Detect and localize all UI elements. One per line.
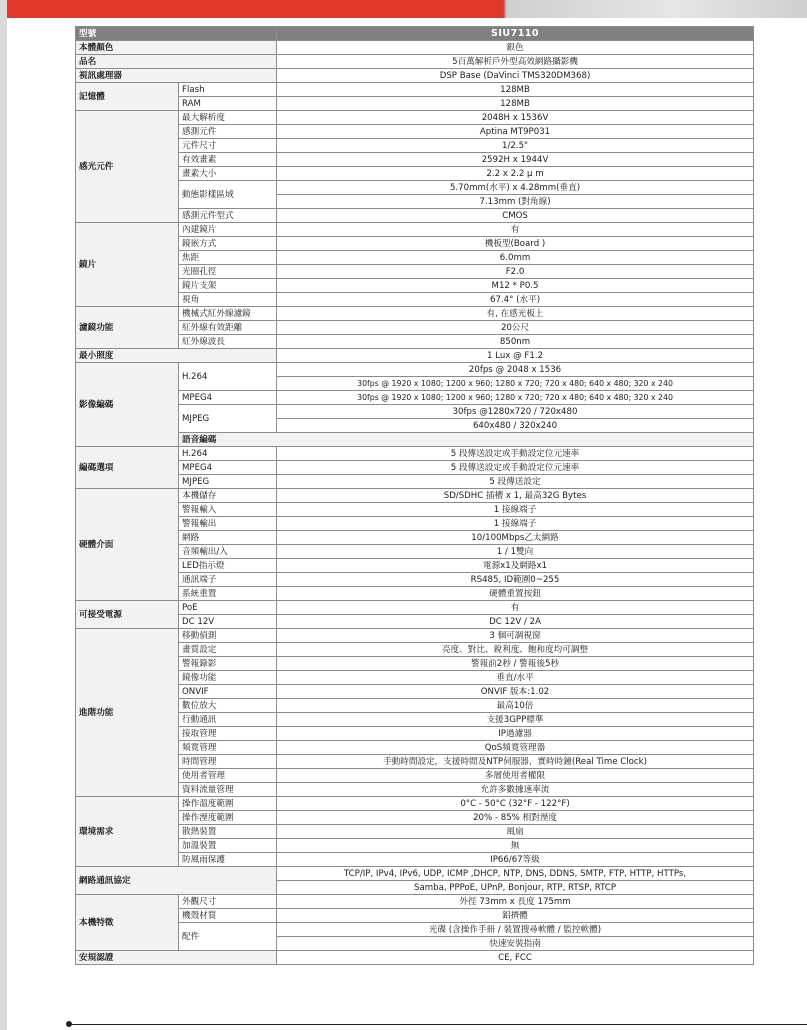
row-value: 640x480 / 320x240 <box>277 419 754 433</box>
row-label: 機殼材質 <box>179 909 277 923</box>
row-value: 20fps @ 2048 x 1536 <box>277 363 754 377</box>
table-row <box>76 601 754 615</box>
row-label: MPEG4 <box>179 391 277 405</box>
row-label: 時間管理 <box>179 755 277 769</box>
row-label: MJPEG <box>179 405 277 433</box>
row-label: 通訊端子 <box>179 573 277 587</box>
row-value: RS485, ID範圍0~255 <box>277 573 754 587</box>
row-value: IP66/67等級 <box>277 853 754 867</box>
row-label: 畫素大小 <box>179 167 277 181</box>
row-value: 允許多數據速率流 <box>277 783 754 797</box>
row-value: 銀色 <box>277 41 754 55</box>
row-value: 警報前2秒 / 警報後5秒 <box>277 657 754 671</box>
row-label: 鏡片支架 <box>179 279 277 293</box>
table-row <box>76 55 754 69</box>
table-row <box>76 951 754 965</box>
row-label: 頻寬管理 <box>179 741 277 755</box>
header-banner <box>7 0 807 18</box>
spec-sheet-page <box>7 0 807 1030</box>
row-value: 30fps @ 1920 x 1080; 1200 x 960; 1280 x 720; 720 x 480; 640 x 480; 320 x 240 <box>277 391 754 405</box>
model-number: SIU7110 <box>277 27 754 41</box>
row-value: 2592H x 1944V <box>277 153 754 167</box>
row-label: DC 12V <box>179 615 277 629</box>
row-value: 有, 在感光板上 <box>277 307 754 321</box>
row-value: 2.2 x 2.2 μ m <box>277 167 754 181</box>
row-value: 電源x1及網路x1 <box>277 559 754 573</box>
row-label: 光圈孔徑 <box>179 265 277 279</box>
table-row <box>76 895 754 909</box>
row-label: 視角 <box>179 293 277 307</box>
row-value: 多層使用者權限 <box>277 769 754 783</box>
row-value: 6.0mm <box>277 251 754 265</box>
row-label: 感測元件型式 <box>179 209 277 223</box>
row-value: 850nm <box>277 335 754 349</box>
row-value: 128MB <box>277 83 754 97</box>
row-value: 0°C - 50°C (32°F - 122°F) <box>277 797 754 811</box>
row-label: 操作溫度範圍 <box>179 797 277 811</box>
row-value: 30fps @1280x720 / 720x480 <box>277 405 754 419</box>
row-label: 感測元件 <box>179 125 277 139</box>
row-value: 亮度、對比、銳利度、飽和度均可調整 <box>277 643 754 657</box>
row-label: 移動偵測 <box>179 629 277 643</box>
row-label: 系統重置 <box>179 587 277 601</box>
table-row <box>76 363 754 377</box>
header-banner-graphic <box>477 0 807 18</box>
table-header-row <box>76 27 754 41</box>
row-value: 30fps @ 1920 x 1080; 1200 x 960; 1280 x 720; 720 x 480; 640 x 480; 320 x 240 <box>277 377 754 391</box>
row-value: 1 / 1雙向 <box>277 545 754 559</box>
row-label: 散熱裝置 <box>179 825 277 839</box>
row-label: 加溫裝置 <box>179 839 277 853</box>
table-row <box>76 489 754 503</box>
row-value: 有 <box>277 223 754 237</box>
table-row <box>76 447 754 461</box>
row-label: 警報錄影 <box>179 657 277 671</box>
row-value: 5 段傳送設定或手動設定位元速率 <box>277 447 754 461</box>
row-label: 警報輸入 <box>179 503 277 517</box>
row-label: 品名 <box>76 55 277 69</box>
row-label: 行動通訊 <box>179 713 277 727</box>
footer-rule <box>69 1024 807 1025</box>
row-label: MPEG4 <box>179 461 277 475</box>
category-label: 記憶體 <box>76 83 179 111</box>
row-label: 配件 <box>179 923 277 951</box>
row-label: H.264 <box>179 447 277 461</box>
row-label: 網路通訊協定 <box>76 867 277 895</box>
row-label: 操作溼度範圍 <box>179 811 277 825</box>
row-value: 支援3GPP標準 <box>277 713 754 727</box>
row-value: QoS頻寬管理器 <box>277 741 754 755</box>
row-value: Aptina MT9P031 <box>277 125 754 139</box>
row-value: 20% - 85% 相對溼度 <box>277 811 754 825</box>
row-value: 67.4° (水平) <box>277 293 754 307</box>
row-value: 5 段傳送設定 <box>277 475 754 489</box>
row-label: 外觀尺寸 <box>179 895 277 909</box>
row-value: F2.0 <box>277 265 754 279</box>
row-label: 動態影樣區域 <box>179 181 277 209</box>
row-label: 元件尺寸 <box>179 139 277 153</box>
category-label: 可接受電源 <box>76 601 179 629</box>
row-value: DC 12V / 2A <box>277 615 754 629</box>
row-value: TCP/IP, IPv4, IPv6, UDP, ICMP ,DHCP, NTP, DNS, DDNS, SMTP, FTP, HTTP, HTTPs, <box>277 867 754 881</box>
row-value: 快速安裝指南 <box>277 937 754 951</box>
row-value: 機板型(Board ) <box>277 237 754 251</box>
row-label: 音頻輸出/入 <box>179 545 277 559</box>
category-label: 硬體介面 <box>76 489 179 601</box>
table-row <box>76 797 754 811</box>
table-row <box>76 111 754 125</box>
category-label: 環境需求 <box>76 797 179 867</box>
category-label: 鏡片 <box>76 223 179 307</box>
row-label: 紅外線有效距離 <box>179 321 277 335</box>
table-row <box>76 629 754 643</box>
table-row <box>76 41 754 55</box>
row-label: 有效畫素 <box>179 153 277 167</box>
row-label: 本機儲存 <box>179 489 277 503</box>
row-value: CE, FCC <box>277 951 754 965</box>
category-label: 本機特徵 <box>76 895 179 951</box>
row-value: 2048H x 1536V <box>277 111 754 125</box>
table-row <box>76 69 754 83</box>
row-value: 硬體重置按鈕 <box>277 587 754 601</box>
row-value: 5 段傳送設定或手動設定位元速率 <box>277 461 754 475</box>
row-label: 接取管理 <box>179 727 277 741</box>
row-value: 手動時間設定，支援時間及NTP伺服器，實時時鐘(Real Time Clock) <box>277 755 754 769</box>
row-value: ONVIF 版本:1.02 <box>277 685 754 699</box>
row-label: 視訊處理器 <box>76 69 277 83</box>
row-label: 鏡像功能 <box>179 671 277 685</box>
row-value: SD/SDHC 插槽 x 1, 最高32G Bytes <box>277 489 754 503</box>
row-label: 網路 <box>179 531 277 545</box>
category-label: 感光元件 <box>76 111 179 223</box>
row-label: 最大解析度 <box>179 111 277 125</box>
row-label: Flash <box>179 83 277 97</box>
table-row <box>76 349 754 363</box>
row-value: Samba, PPPoE, UPnP, Bonjour, RTP, RTSP, RTCP <box>277 881 754 895</box>
table-row <box>76 307 754 321</box>
row-value: 3 個可調視窗 <box>277 629 754 643</box>
row-label: RAM <box>179 97 277 111</box>
row-value: 1 Lux @ F1.2 <box>277 349 754 363</box>
row-value: 20公尺 <box>277 321 754 335</box>
row-value: DSP Base (DaVinci TMS320DM368) <box>277 69 754 83</box>
table-row <box>76 223 754 237</box>
row-value: 128MB <box>277 97 754 111</box>
row-value: 最高10倍 <box>277 699 754 713</box>
row-value: M12 * P0.5 <box>277 279 754 293</box>
row-label: 內建鏡片 <box>179 223 277 237</box>
table-row <box>76 83 754 97</box>
row-value: IP過濾器 <box>277 727 754 741</box>
category-label: 影像編碼 <box>76 363 179 447</box>
category-label: 濾鏡功能 <box>76 307 179 349</box>
row-label: 使用者管理 <box>179 769 277 783</box>
row-label: 本體顏色 <box>76 41 277 55</box>
row-label: LED指示燈 <box>179 559 277 573</box>
row-label: 語音編碼 <box>179 433 754 447</box>
row-label: MJPEG <box>179 475 277 489</box>
row-label: 紅外線波長 <box>179 335 277 349</box>
model-label: 型號 <box>76 27 277 41</box>
row-value: CMOS <box>277 209 754 223</box>
row-label: 鏡嵌方式 <box>179 237 277 251</box>
row-value: 光碟 (含操作手冊 / 裝置搜尋軟體 / 監控軟體) <box>277 923 754 937</box>
row-value: 1 接線端子 <box>277 503 754 517</box>
row-value: 無 <box>277 839 754 853</box>
row-label: 畫質設定 <box>179 643 277 657</box>
row-label: 安規認證 <box>76 951 277 965</box>
row-value: 1/2.5" <box>277 139 754 153</box>
row-label: 機械式紅外線濾鏡 <box>179 307 277 321</box>
row-value: 垂直/水平 <box>277 671 754 685</box>
row-value: 風扇 <box>277 825 754 839</box>
row-value: 有 <box>277 601 754 615</box>
row-value: 鋁擠體 <box>277 909 754 923</box>
category-label: 進階功能 <box>76 629 179 797</box>
row-label: 防風雨保護 <box>179 853 277 867</box>
row-value: 5.70mm(水平) x 4.28mm(垂直) <box>277 181 754 195</box>
row-label: ONVIF <box>179 685 277 699</box>
row-value: 1 接線端子 <box>277 517 754 531</box>
row-value: 5百萬解析戶外型高效網路攝影機 <box>277 55 754 69</box>
spec-table <box>75 26 754 965</box>
row-label: 資料流量管理 <box>179 783 277 797</box>
row-label: H.264 <box>179 363 277 391</box>
row-value: 外徑 73mm x 長度 175mm <box>277 895 754 909</box>
row-label: PoE <box>179 601 277 615</box>
row-label: 警報輸出 <box>179 517 277 531</box>
row-label: 焦距 <box>179 251 277 265</box>
row-label: 最小照度 <box>76 349 277 363</box>
row-value: 10/100Mbps乙太網路 <box>277 531 754 545</box>
row-label: 數位放大 <box>179 699 277 713</box>
table-row <box>76 867 754 881</box>
row-value: 7.13mm (對角線) <box>277 195 754 209</box>
category-label: 編碼選項 <box>76 447 179 489</box>
